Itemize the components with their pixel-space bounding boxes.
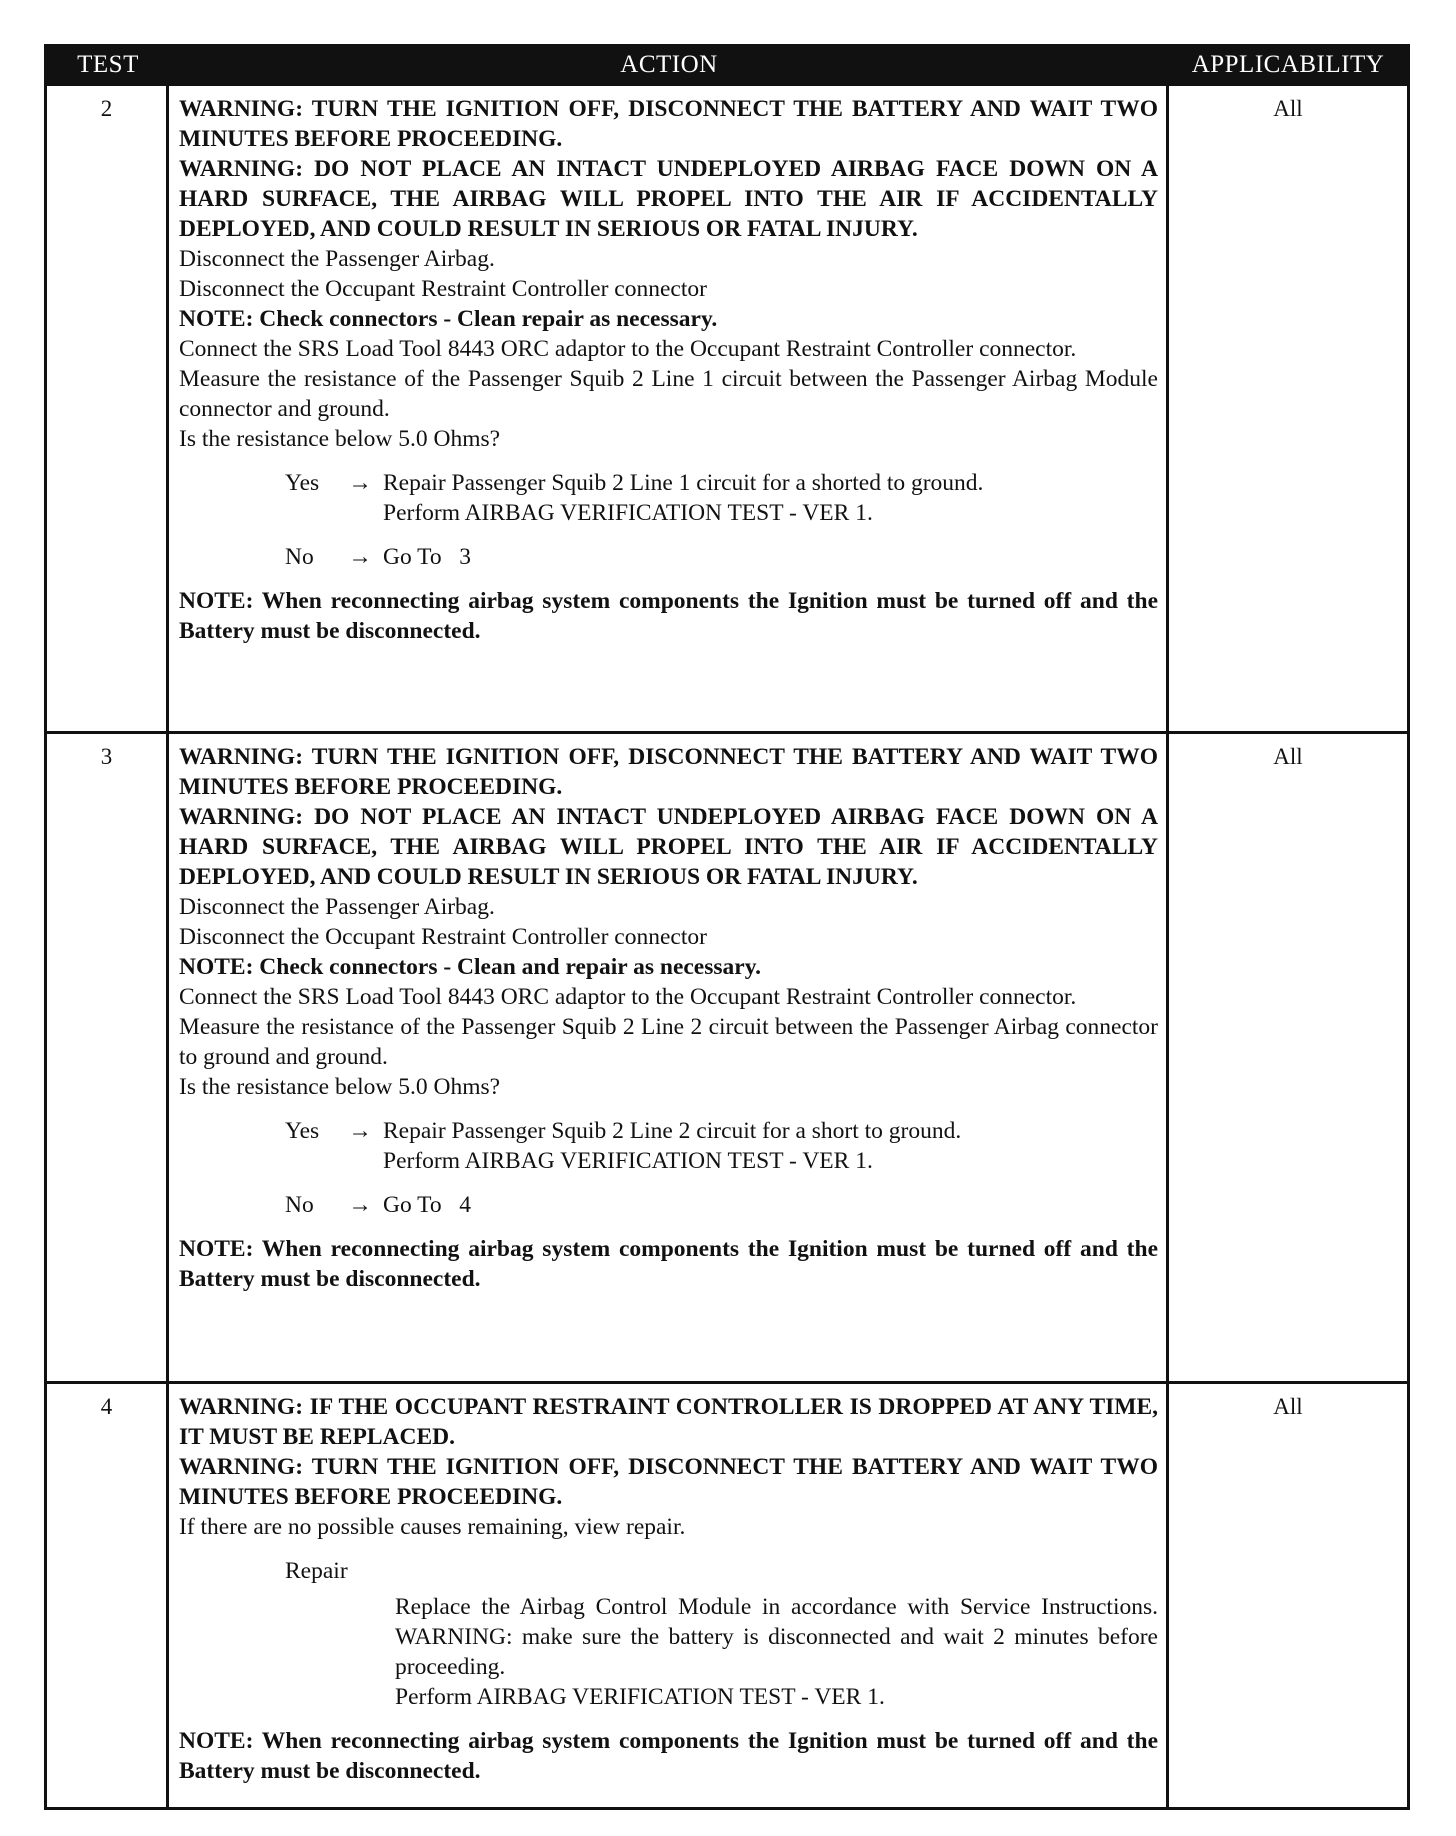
- test-number: 4: [47, 1384, 169, 1807]
- test-number: 3: [47, 734, 169, 1381]
- header-applicability: APPLICABILITY: [1191, 51, 1385, 78]
- header-action: ACTION: [620, 51, 718, 78]
- repair-text: Perform AIRBAG VERIFICATION TEST - VER 1.: [395, 1684, 885, 1710]
- note-text: NOTE: When reconnecting airbag system components the Ignition must be turned off and the Battery must be disconnected.: [179, 588, 1158, 644]
- header-test: TEST: [77, 51, 139, 78]
- arrow-icon: →: [348, 1192, 372, 1218]
- table-row: [47, 1381, 1407, 1807]
- step-text: Measure the resistance of the Passenger Squib 2 Line 1 circuit between the Passenger Airbag Module connector and ground.: [179, 366, 1158, 422]
- step-text: Disconnect the Passenger Airbag.: [179, 246, 495, 272]
- yes-result: Repair Passenger Squib 2 Line 1 circuit for a shorted to ground.: [383, 470, 984, 496]
- table-header: [47, 47, 1407, 83]
- yes-branch: [285, 1116, 1158, 1176]
- action-cell: [169, 86, 1169, 731]
- yes-branch: [285, 468, 1158, 528]
- table-row: [47, 83, 1407, 731]
- yes-result: Perform AIRBAG VERIFICATION TEST - VER 1.: [383, 500, 873, 526]
- no-branch: [285, 1190, 1158, 1220]
- warning-text: WARNING: DO NOT PLACE AN INTACT UNDEPLOYED AIRBAG FACE DOWN ON A HARD SURFACE, THE AIRBAG WILL PROPEL INTO THE AIR IF ACCIDENTALLY DEPLOYED, AND COULD RESULT IN SERIOUS OR FATAL INJURY.: [179, 156, 1158, 242]
- step-text: Disconnect the Passenger Airbag.: [179, 894, 495, 920]
- no-branch: [285, 542, 1158, 572]
- yes-result: Repair Passenger Squib 2 Line 2 circuit for a short to ground.: [383, 1118, 962, 1144]
- warning-text: WARNING: TURN THE IGNITION OFF, DISCONNECT THE BATTERY AND WAIT TWO MINUTES BEFORE PROCEEDING.: [179, 744, 1158, 800]
- note-text: NOTE: Check connectors - Clean repair as necessary.: [179, 306, 718, 332]
- note-text: NOTE: Check connectors - Clean and repair as necessary.: [179, 954, 762, 980]
- applicability-value: All: [1273, 96, 1303, 121]
- question-text: Is the resistance below 5.0 Ohms?: [179, 1074, 501, 1100]
- arrow-icon: →: [348, 470, 372, 496]
- diagnostic-table: [44, 44, 1410, 1810]
- step-text: Connect the SRS Load Tool 8443 ORC adaptor to the Occupant Restraint Controller connector.: [179, 984, 1077, 1010]
- question-text: Is the resistance below 5.0 Ohms?: [179, 426, 501, 452]
- note-text: NOTE: When reconnecting airbag system components the Ignition must be turned off and the Battery must be disconnected.: [179, 1236, 1158, 1292]
- warning-text: WARNING: TURN THE IGNITION OFF, DISCONNECT THE BATTERY AND WAIT TWO MINUTES BEFORE PROCEEDING.: [179, 1454, 1158, 1510]
- step-text: Measure the resistance of the Passenger Squib 2 Line 2 circuit between the Passenger Airbag connector to ground and ground.: [179, 1014, 1158, 1070]
- arrow-icon: →: [348, 1118, 372, 1144]
- warning-text: WARNING: TURN THE IGNITION OFF, DISCONNECT THE BATTERY AND WAIT TWO MINUTES BEFORE PROCEEDING.: [179, 96, 1158, 152]
- no-label: No: [285, 1192, 314, 1218]
- no-result: Go To 4: [383, 1192, 472, 1218]
- applicability-value: All: [1273, 1394, 1303, 1419]
- no-result: Go To 3: [383, 544, 472, 570]
- step-text: Disconnect the Occupant Restraint Controller connector: [179, 924, 707, 950]
- repair-text: Replace the Airbag Control Module in accordance with Service Instructions. WARNING: make sure the battery is disconnected and wait 2 minutes before proceeding.: [395, 1594, 1158, 1680]
- repair-label: Repair: [285, 1558, 348, 1584]
- no-label: No: [285, 544, 314, 570]
- action-cell: [169, 734, 1169, 1381]
- yes-label: Yes: [285, 470, 320, 496]
- step-text: If there are no possible causes remaining, view repair.: [179, 1514, 686, 1540]
- step-text: Connect the SRS Load Tool 8443 ORC adaptor to the Occupant Restraint Controller connector.: [179, 336, 1077, 362]
- note-text: NOTE: When reconnecting airbag system components the Ignition must be turned off and the Battery must be disconnected.: [179, 1728, 1158, 1784]
- table-row: [47, 731, 1407, 1381]
- action-cell: [169, 1384, 1169, 1807]
- warning-text: WARNING: IF THE OCCUPANT RESTRAINT CONTROLLER IS DROPPED AT ANY TIME, IT MUST BE REPLACED.: [179, 1394, 1158, 1450]
- repair-instructions: [395, 1592, 1158, 1712]
- arrow-icon: →: [348, 544, 372, 570]
- applicability-value: All: [1273, 744, 1303, 769]
- warning-text: WARNING: DO NOT PLACE AN INTACT UNDEPLOYED AIRBAG FACE DOWN ON A HARD SURFACE, THE AIRBAG WILL PROPEL INTO THE AIR IF ACCIDENTALLY DEPLOYED, AND COULD RESULT IN SERIOUS OR FATAL INJURY.: [179, 804, 1158, 890]
- yes-result: Perform AIRBAG VERIFICATION TEST - VER 1.: [383, 1148, 873, 1174]
- yes-label: Yes: [285, 1118, 320, 1144]
- step-text: Disconnect the Occupant Restraint Controller connector: [179, 276, 707, 302]
- test-number: 2: [47, 86, 169, 731]
